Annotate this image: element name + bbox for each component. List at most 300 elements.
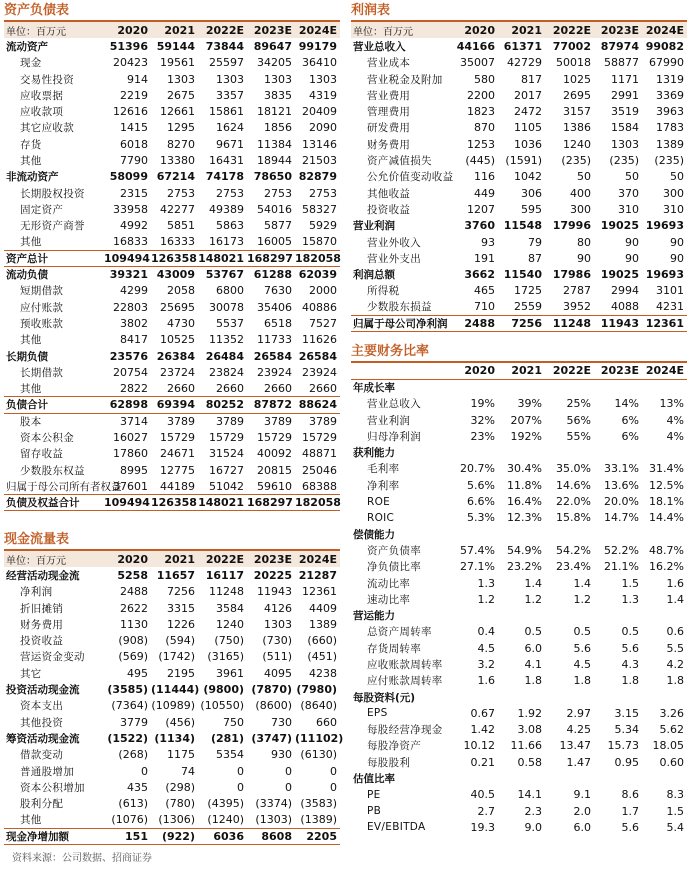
cell-value: 2991 bbox=[611, 88, 639, 102]
row-label: 其它 bbox=[20, 667, 42, 680]
cell-value: 16027 bbox=[113, 431, 148, 445]
cell-value: 0 bbox=[237, 764, 244, 778]
cell-value: 1.2 bbox=[524, 592, 542, 606]
cell-value: 15861 bbox=[209, 105, 244, 119]
column-header: 2022E bbox=[545, 363, 594, 379]
cell-value: 495 bbox=[127, 666, 148, 680]
cell-value: 6% bbox=[621, 429, 639, 443]
row-label: 归母净利润 bbox=[367, 430, 421, 443]
cell-value: 3802 bbox=[120, 316, 148, 330]
cell-value: 1319 bbox=[656, 72, 684, 86]
row-label: 营业利润 bbox=[353, 220, 395, 233]
cell-value: 6.6% bbox=[467, 495, 495, 509]
row-label: 归属于母公司所有者权益 bbox=[6, 480, 122, 493]
row-label: 每股股利 bbox=[367, 756, 411, 769]
cell-value: 1.2 bbox=[573, 592, 591, 606]
row-label: 营业税金及附加 bbox=[367, 73, 443, 86]
cell-value: 50 bbox=[670, 170, 684, 184]
cell-value: 4.1 bbox=[524, 657, 542, 671]
cell-value: 182058 bbox=[295, 251, 341, 265]
cell-value: 51042 bbox=[209, 479, 244, 493]
row-label: 偿债能力 bbox=[353, 528, 395, 541]
cell-value: 12361 bbox=[642, 315, 687, 331]
cell-value: 2695 bbox=[563, 88, 591, 102]
cell-value: 12616 bbox=[113, 105, 148, 119]
cell-value: 42277 bbox=[160, 202, 195, 216]
cell-value: (268) bbox=[118, 748, 148, 762]
cell-value: 5851 bbox=[167, 219, 195, 233]
cell-value: 23924 bbox=[257, 365, 292, 379]
table-row bbox=[351, 218, 687, 234]
cell-value: 17860 bbox=[113, 447, 148, 461]
column-header: 2020 bbox=[451, 22, 498, 38]
cell-value: 0.21 bbox=[470, 755, 495, 769]
cell-value: 26584 bbox=[298, 349, 337, 363]
cell-value: (10550) bbox=[200, 699, 244, 713]
cell-value: (3165) bbox=[207, 650, 244, 664]
cell-value: 23824 bbox=[209, 365, 244, 379]
cell-value: 16173 bbox=[209, 235, 244, 249]
cell-value: (11102) bbox=[295, 731, 344, 745]
cell-value: 0 bbox=[285, 764, 292, 778]
cell-value: 20815 bbox=[257, 463, 292, 477]
ratios-panel bbox=[351, 343, 687, 836]
cell-value: 89647 bbox=[253, 39, 292, 53]
cell-value: 730 bbox=[271, 715, 292, 729]
cell-value: 0.67 bbox=[470, 706, 495, 720]
row-label: 长期股权投资 bbox=[20, 187, 85, 200]
column-header: 2024E bbox=[642, 22, 687, 38]
table-row bbox=[351, 689, 687, 705]
cell-value: 52.2% bbox=[604, 543, 639, 557]
cell-value: (1389) bbox=[300, 813, 337, 827]
cell-value: 3963 bbox=[656, 105, 684, 119]
table-row bbox=[351, 71, 687, 87]
table-row bbox=[351, 120, 687, 136]
cell-value: 400 bbox=[570, 186, 591, 200]
cell-value: 67214 bbox=[156, 170, 195, 184]
cell-value: 37601 bbox=[113, 479, 148, 493]
cell-value: 93 bbox=[481, 235, 495, 249]
cell-value: (456) bbox=[165, 715, 195, 729]
row-label: 净利率 bbox=[367, 479, 400, 492]
cell-value bbox=[642, 689, 687, 705]
row-label: 应付账款 bbox=[20, 301, 64, 314]
cell-value: 1856 bbox=[264, 121, 292, 135]
table-row bbox=[351, 575, 687, 591]
table-row bbox=[351, 803, 687, 819]
cell-value: 1725 bbox=[514, 284, 542, 298]
cell-value: 23924 bbox=[302, 365, 337, 379]
table-row bbox=[4, 828, 340, 844]
cell-value: 0.5 bbox=[573, 625, 591, 639]
table-row bbox=[351, 722, 687, 738]
row-label: 流动比率 bbox=[367, 577, 411, 590]
cell-value: 9671 bbox=[216, 137, 244, 151]
row-label: EPS bbox=[367, 707, 388, 720]
cell-value: 1025 bbox=[563, 72, 591, 86]
cell-value: (750) bbox=[214, 634, 244, 648]
cell-value: 5877 bbox=[264, 219, 292, 233]
cell-value: 1.42 bbox=[470, 723, 495, 737]
cell-value: 2753 bbox=[167, 186, 195, 200]
cell-value: 2000 bbox=[309, 284, 337, 298]
cell-value: 56% bbox=[566, 413, 591, 427]
table-row bbox=[4, 584, 340, 600]
cell-value: 74178 bbox=[205, 170, 244, 184]
cell-value: 1240 bbox=[216, 617, 244, 631]
cell-value: 3789 bbox=[167, 415, 195, 429]
cell-value: 6800 bbox=[216, 284, 244, 298]
cell-value: 3.15 bbox=[614, 706, 639, 720]
cell-value: 2.0 bbox=[573, 804, 591, 818]
cell-value: 54.9% bbox=[507, 543, 542, 557]
cell-value: 4% bbox=[666, 413, 684, 427]
row-label: 其他 bbox=[20, 382, 42, 395]
cell-value: 5.6% bbox=[467, 478, 495, 492]
table-row bbox=[4, 632, 340, 648]
row-label: 应收款项 bbox=[20, 106, 64, 119]
table-row bbox=[4, 364, 340, 380]
row-label: 现金净增加额 bbox=[4, 828, 104, 844]
cell-value: 31.4% bbox=[649, 462, 684, 476]
cell-value: (730) bbox=[262, 634, 292, 648]
table-row bbox=[4, 348, 340, 364]
cell-value: 3357 bbox=[216, 88, 244, 102]
cell-value: 49389 bbox=[209, 202, 244, 216]
cell-value: 3789 bbox=[264, 415, 292, 429]
row-label: 其他 bbox=[20, 814, 42, 827]
row-label: 资本公积金 bbox=[20, 432, 74, 445]
cell-value: 7256 bbox=[167, 585, 195, 599]
column-header: 2021 bbox=[151, 22, 198, 38]
table-row bbox=[4, 71, 340, 87]
row-label: 负债合计 bbox=[4, 397, 104, 413]
table-row bbox=[351, 283, 687, 299]
cell-value: 8.3 bbox=[666, 788, 684, 802]
cell-value: 40.5 bbox=[470, 788, 495, 802]
cell-value: 16431 bbox=[209, 154, 244, 168]
unit-label: 单位：百万元 bbox=[4, 551, 104, 567]
cell-value: 2315 bbox=[120, 186, 148, 200]
row-label: 营业外支出 bbox=[367, 252, 421, 265]
cell-value: 126358 bbox=[151, 496, 197, 510]
cell-value: 90 bbox=[670, 251, 684, 265]
cell-value: 5.6 bbox=[573, 641, 591, 655]
cell-value: 11943 bbox=[594, 315, 642, 331]
cell-value: 151 bbox=[104, 828, 151, 844]
cell-value: 54016 bbox=[257, 202, 292, 216]
cell-value bbox=[594, 444, 642, 460]
cell-value: (235) bbox=[609, 154, 639, 168]
cell-value: 2675 bbox=[167, 88, 195, 102]
row-label: 应收账款周转率 bbox=[367, 658, 443, 671]
cell-value: (298) bbox=[165, 780, 195, 794]
table-row bbox=[351, 640, 687, 656]
cell-value: 39% bbox=[517, 397, 542, 411]
table-row bbox=[4, 283, 340, 299]
cell-value: (451) bbox=[307, 650, 337, 664]
cell-value: 23.2% bbox=[507, 560, 542, 574]
table-row bbox=[351, 136, 687, 152]
cell-value: 13146 bbox=[302, 137, 337, 151]
cell-value: (1076) bbox=[111, 813, 148, 827]
row-label: 固定资产 bbox=[20, 203, 64, 216]
row-label: 流动负债 bbox=[6, 269, 48, 282]
cell-value: 1.8 bbox=[524, 674, 542, 688]
cell-value: 3519 bbox=[611, 105, 639, 119]
cell-value: (7870) bbox=[251, 683, 292, 697]
cell-value: 1036 bbox=[514, 137, 542, 151]
cell-value: 14% bbox=[614, 397, 639, 411]
cell-value: 306 bbox=[521, 186, 542, 200]
row-label: 估值比率 bbox=[353, 773, 395, 786]
cell-value: 12.5% bbox=[649, 478, 684, 492]
cell-value: 1240 bbox=[563, 137, 591, 151]
cell-value: 68388 bbox=[302, 479, 337, 493]
cell-value: 33958 bbox=[113, 202, 148, 216]
table-row bbox=[351, 607, 687, 623]
table-row bbox=[351, 266, 687, 282]
cell-value: 1386 bbox=[563, 121, 591, 135]
table-row bbox=[4, 462, 340, 478]
cell-value: (3583) bbox=[300, 797, 337, 811]
cell-value: 15870 bbox=[302, 235, 337, 249]
cell-value: 1.3 bbox=[477, 576, 495, 590]
cell-value bbox=[545, 379, 594, 395]
cell-value: (445) bbox=[465, 154, 495, 168]
cell-value: 11943 bbox=[257, 585, 292, 599]
cell-value: 16.2% bbox=[649, 560, 684, 574]
cell-value: 59144 bbox=[156, 39, 195, 53]
row-label: 毛利率 bbox=[367, 463, 400, 476]
cell-value: 51396 bbox=[109, 39, 148, 53]
table-row bbox=[351, 477, 687, 493]
cell-value: 750 bbox=[223, 715, 244, 729]
cell-value: 148021 bbox=[198, 250, 247, 266]
cell-value: 15.8% bbox=[556, 511, 591, 525]
cell-value: 90 bbox=[670, 235, 684, 249]
cell-value: 3315 bbox=[167, 601, 195, 615]
cell-value bbox=[498, 689, 545, 705]
cell-value: 1389 bbox=[656, 137, 684, 151]
cell-value: 21287 bbox=[298, 568, 337, 582]
cell-value: 3789 bbox=[309, 415, 337, 429]
table-row bbox=[351, 591, 687, 607]
cell-value: 58099 bbox=[109, 170, 148, 184]
cell-value: 2205 bbox=[295, 828, 340, 844]
row-label: 财务费用 bbox=[367, 138, 411, 151]
table-row bbox=[351, 542, 687, 558]
column-header: 2023E bbox=[247, 551, 295, 567]
row-label: 少数股东权益 bbox=[20, 464, 85, 477]
table-row bbox=[4, 714, 340, 730]
cell-value: 35007 bbox=[460, 56, 495, 70]
cell-value: 4.3 bbox=[621, 657, 639, 671]
table-row bbox=[4, 567, 340, 583]
cell-value: 13% bbox=[659, 397, 684, 411]
cell-value: 74 bbox=[181, 764, 195, 778]
cell-value: 2090 bbox=[309, 121, 337, 135]
cell-value: 11.8% bbox=[507, 478, 542, 492]
cell-value: 88624 bbox=[295, 397, 340, 413]
cell-value bbox=[545, 770, 594, 786]
column-header: 2022E bbox=[198, 551, 247, 567]
cell-value bbox=[451, 526, 498, 542]
column-header: 2023E bbox=[594, 22, 642, 38]
row-label: 普通股增加 bbox=[20, 765, 74, 778]
cell-value: 5.6 bbox=[621, 641, 639, 655]
row-label: 借款变动 bbox=[20, 749, 64, 762]
table-header-row bbox=[4, 22, 340, 38]
table-row bbox=[351, 673, 687, 689]
table-row bbox=[4, 812, 340, 828]
cell-value: 43009 bbox=[156, 268, 195, 282]
row-label: 短期借款 bbox=[20, 285, 64, 298]
cell-value: (1591) bbox=[505, 154, 542, 168]
cell-value: 0 bbox=[330, 780, 337, 794]
row-label: ROE bbox=[367, 495, 391, 508]
cell-value: 2660 bbox=[167, 381, 195, 395]
table-row bbox=[351, 412, 687, 428]
row-label: 流动资产 bbox=[6, 40, 48, 53]
row-label: 非流动资产 bbox=[6, 171, 59, 184]
cell-value: 300 bbox=[663, 186, 684, 200]
cell-value: 14.7% bbox=[604, 511, 639, 525]
cell-value: 2472 bbox=[514, 105, 542, 119]
cell-value: 44189 bbox=[160, 479, 195, 493]
cell-value: 126358 bbox=[151, 251, 197, 265]
table-row bbox=[351, 559, 687, 575]
column-header: 2023E bbox=[594, 363, 642, 379]
row-label: 其他 bbox=[20, 236, 42, 249]
cell-value: 4126 bbox=[264, 601, 292, 615]
cell-value: 3.26 bbox=[659, 706, 684, 720]
cell-value: 3961 bbox=[216, 666, 244, 680]
cell-value: 8995 bbox=[120, 463, 148, 477]
cell-value: 1303 bbox=[167, 72, 195, 86]
cell-value: 1105 bbox=[514, 121, 542, 135]
cell-value: 1207 bbox=[467, 202, 495, 216]
cell-value: 0 bbox=[237, 780, 244, 794]
cell-value: 0.5 bbox=[524, 625, 542, 639]
table-row bbox=[351, 787, 687, 803]
row-label: 其他 bbox=[20, 334, 42, 347]
cell-value: 0.5 bbox=[621, 625, 639, 639]
cell-value bbox=[642, 379, 687, 395]
cell-value bbox=[498, 607, 545, 623]
cell-value: 40092 bbox=[257, 447, 292, 461]
balance-sheet-panel bbox=[4, 2, 340, 511]
cell-value: 0 bbox=[141, 764, 148, 778]
table-row bbox=[351, 819, 687, 835]
cell-value: (7980) bbox=[296, 683, 337, 697]
cell-value: 1295 bbox=[167, 121, 195, 135]
row-label: 公允价值变动收益 bbox=[367, 171, 454, 184]
cell-value: 435 bbox=[127, 780, 148, 794]
table-row bbox=[4, 381, 340, 397]
cell-value: 21503 bbox=[302, 154, 337, 168]
row-label: 其他收益 bbox=[367, 187, 411, 200]
cell-value: 2.7 bbox=[477, 804, 495, 818]
cell-value: 11733 bbox=[257, 333, 292, 347]
cell-value: 62898 bbox=[104, 397, 151, 413]
cell-value: 1.92 bbox=[517, 706, 542, 720]
cell-value: (1303) bbox=[255, 813, 292, 827]
cell-value: 1253 bbox=[467, 137, 495, 151]
table-row bbox=[4, 38, 340, 54]
row-label: 资本支出 bbox=[20, 700, 64, 713]
cell-value: 42729 bbox=[507, 56, 542, 70]
row-label: 资产总计 bbox=[4, 250, 104, 266]
cell-value: 580 bbox=[474, 72, 495, 86]
cell-value: 8417 bbox=[120, 333, 148, 347]
cell-value: 77002 bbox=[552, 39, 591, 53]
row-label: 少数股东损益 bbox=[367, 301, 432, 314]
cell-value: 25% bbox=[566, 397, 591, 411]
cell-value: 1.7 bbox=[621, 804, 639, 818]
cell-value: (10989) bbox=[151, 699, 195, 713]
cell-value: 4238 bbox=[309, 666, 337, 680]
cell-value: 310 bbox=[618, 202, 639, 216]
table-row bbox=[4, 747, 340, 763]
cell-value: 11548 bbox=[503, 219, 542, 233]
cell-value: 310 bbox=[663, 202, 684, 216]
table-row bbox=[351, 493, 687, 509]
cell-value bbox=[451, 689, 498, 705]
row-label: 留存收益 bbox=[20, 448, 64, 461]
row-label: 筹资活动现金流 bbox=[6, 732, 80, 745]
row-label: 营业总收入 bbox=[353, 40, 406, 53]
cell-value: 5.6 bbox=[621, 820, 639, 834]
row-label: 每股净资产 bbox=[367, 740, 421, 753]
cell-value: 39321 bbox=[109, 268, 148, 282]
cell-value: 23724 bbox=[160, 365, 195, 379]
table-row bbox=[351, 103, 687, 119]
row-label: 资产减值损失 bbox=[367, 155, 432, 168]
table-row bbox=[351, 87, 687, 103]
cell-value: 1.6 bbox=[477, 674, 495, 688]
row-label: 其他投资 bbox=[20, 716, 64, 729]
cell-value: 1303 bbox=[309, 72, 337, 86]
cell-value bbox=[642, 526, 687, 542]
cell-value: 54.2% bbox=[556, 543, 591, 557]
row-label: 年成长率 bbox=[353, 382, 395, 395]
cell-value: 1.4 bbox=[666, 592, 684, 606]
cell-value: 8270 bbox=[167, 137, 195, 151]
cell-value: (1306) bbox=[158, 813, 195, 827]
cell-value: 13.6% bbox=[604, 478, 639, 492]
cell-value: 23576 bbox=[109, 349, 148, 363]
cell-value: 57.4% bbox=[460, 543, 495, 557]
cell-value: 1823 bbox=[467, 105, 495, 119]
cell-value: 109494 bbox=[104, 496, 150, 510]
cell-value: 4.5 bbox=[477, 641, 495, 655]
cell-value: (281) bbox=[210, 731, 244, 745]
cell-value: 20423 bbox=[113, 56, 148, 70]
balance-sheet-title: 资产负债表 bbox=[4, 2, 340, 22]
row-label: 其它应收款 bbox=[20, 122, 74, 135]
cell-value: 3779 bbox=[120, 715, 148, 729]
cell-value: 11540 bbox=[503, 268, 542, 282]
cell-value: 3369 bbox=[656, 88, 684, 102]
cell-value: 15729 bbox=[257, 431, 292, 445]
cell-value: (511) bbox=[262, 650, 292, 664]
cell-value: 18121 bbox=[257, 105, 292, 119]
table-row bbox=[4, 299, 340, 315]
table-row bbox=[351, 315, 687, 331]
table-row bbox=[351, 461, 687, 477]
